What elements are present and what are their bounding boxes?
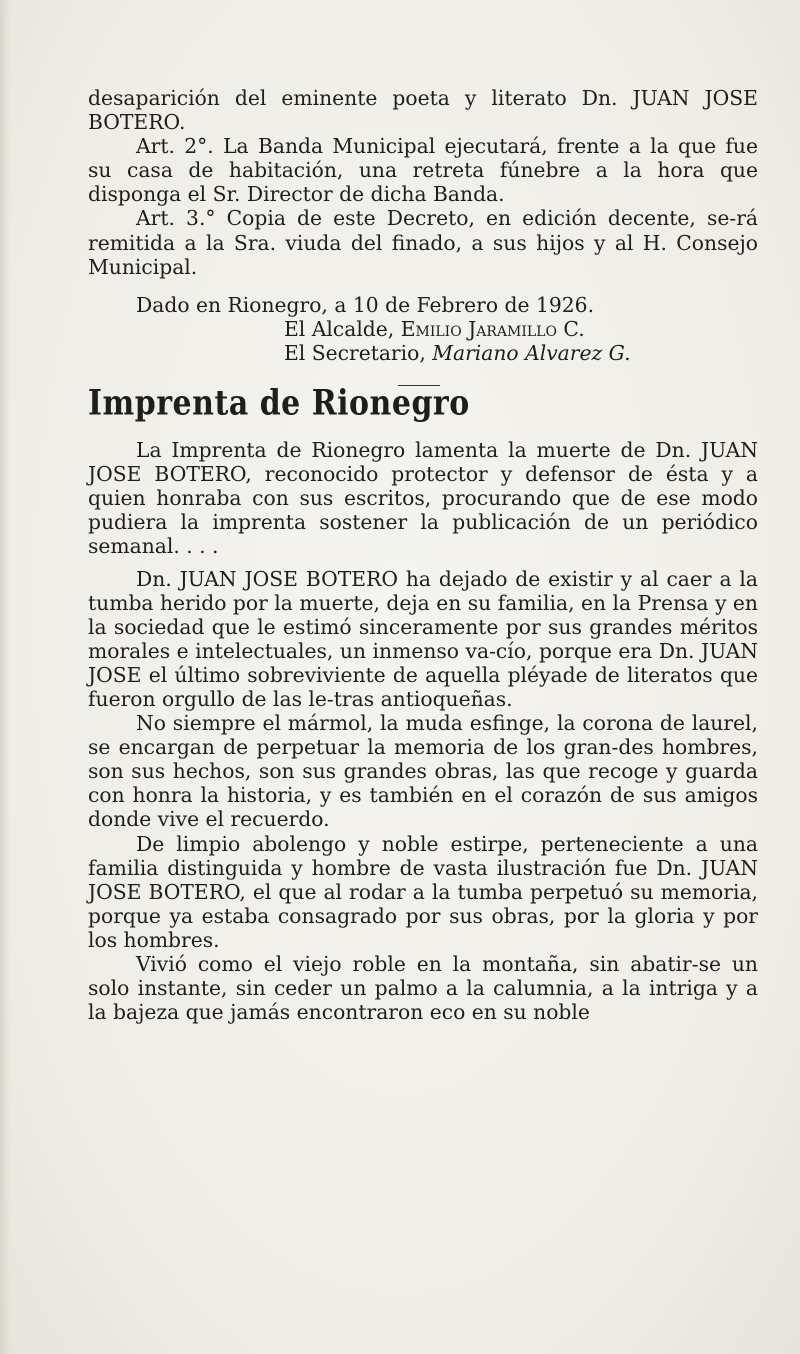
document-body [88, 86, 758, 1024]
paragraph-1: La Imprenta de Rionegro lamenta la muerte de Dn. JUAN JOSE BOTERO, reconocido protector y defensor de ésta y a quien honraba con sus escritos, procurando que de ese modo pudiera la imprenta sostener la publicación de un periódico semanal. . . . [88, 438, 758, 559]
alcalde-signature [88, 317, 758, 341]
continuation-text: desaparición del eminente poeta y literato Dn. JUAN JOSE BOTERO. [88, 86, 758, 135]
alcalde-label: El Alcalde, [284, 316, 395, 341]
article-3: Art. 3.° Copia de este Decreto, en edición decente, se-rá remitida a la Sra. viuda del finado, a sus hijos y al H. Consejo Municipal. [88, 206, 758, 279]
article-2: Art. 2°. La Banda Municipal ejecutará, frente a la que fue su casa de habitación, una retreta fúnebre a la hora que disponga el Sr. Director de dicha Banda. [88, 134, 758, 207]
decree-date: Dado en Rionegro, a 10 de Febrero de 1926. [136, 292, 595, 317]
paragraph-4: De limpio abolengo y noble estirpe, perteneciente a una familia distinguida y hombre de vasta ilustración fue Dn. JUAN JOSE BOTERO, el que al rodar a la tumba perpetuó su memoria, porque ya estaba consagrado por sus obras, por la gloria y por los hombres. [88, 831, 758, 952]
secretario-signature [88, 341, 758, 365]
paragraph-2: Dn. JUAN JOSE BOTERO ha dejado de existir y al caer a la tumba herido por la muerte, deja en su familia, en la Prensa y en la sociedad que le estimó sinceramente por sus grandes méritos morales e intelectuales, un inmenso va-cío, porque era Dn. JUAN JOSE el último sobreviviente de aquella pléyade de literatos que fueron orgullo de las le-tras antioqueñas. [88, 566, 758, 711]
alcalde-name: Emilio Jaramillo C. [400, 316, 585, 341]
paragraph-3: No siempre el mármol, la muda esfinge, la corona de laurel, se encargan de perpetuar la memoria de los gran-des hombres, son sus hechos, son sus grandes obras, las que recoge y guarda con honra la historia, y es también en el corazón de sus amigos donde vive el recuerdo. [88, 711, 758, 832]
secretario-label: El Secretario, [284, 340, 426, 365]
page-edge-shadow [0, 0, 10, 1354]
section-heading: Imprenta de Rionegro [88, 383, 470, 424]
paragraph-5: Vivió como el viejo roble en la montaña, sin abatir-se un solo instante, sin ceder un palmo a la calumnia, a la intriga y a la bajeza que jamás encontraron eco en su noble [88, 952, 758, 1025]
secretario-name: Mariano Alvarez G. [432, 340, 631, 365]
